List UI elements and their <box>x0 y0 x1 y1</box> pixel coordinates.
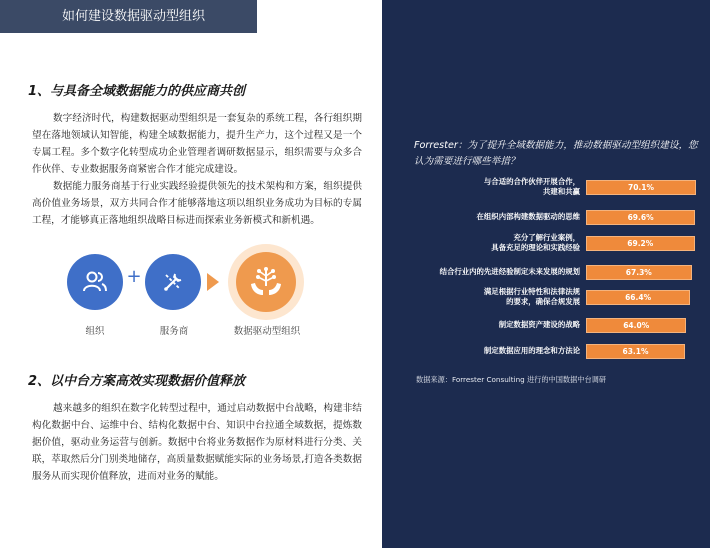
bar-value-label: 70.1% <box>627 183 655 192</box>
bar-row <box>410 316 700 340</box>
organization-label: 组织 <box>85 326 105 337</box>
bar-row <box>410 342 700 366</box>
bar-value-label: 69.6% <box>627 213 654 222</box>
organization-circle <box>67 254 123 310</box>
bar-category-label <box>410 346 580 356</box>
plus-sign: + <box>126 266 142 287</box>
bar-category-label <box>410 320 580 330</box>
bar-category-label-line: 具备充足的理论和实践经验 <box>491 243 580 252</box>
tools-icon <box>161 270 185 294</box>
bar-category-label-line: 与合适的合作伙伴开展合作， <box>483 177 580 186</box>
survey-question: Forrester：为了提升全域数据能力，推动数据驱动型组织建设，您认为需要进行哪些举措？ <box>414 140 698 167</box>
bar-value-label: 63.1% <box>622 347 649 356</box>
service-provider-circle <box>145 254 201 310</box>
bar <box>586 344 685 359</box>
bar-category-label <box>410 212 580 222</box>
bar-category-label-line: 结合行业内的先进经验制定未来发展的规划 <box>439 267 580 276</box>
partnership-diagram <box>0 240 380 340</box>
section-1-title: 1、与具备全域数据能力的供应商共创 <box>28 84 246 99</box>
bar-row <box>410 234 700 258</box>
bar <box>586 318 686 333</box>
bar-category-label-line: 共建和共赢 <box>543 187 580 196</box>
bar-category-label-line: 的要求，确保合规发展 <box>506 297 580 306</box>
bar-value-label: 66.4% <box>625 293 652 302</box>
data-source-note: 数据来源：Forrester Consulting 进行的中国数据中台调研 <box>416 375 607 384</box>
section-1-paragraph-1: 数字经济时代，构建数据驱动型组织是一套复杂的系统工程，各行组织期望在落地领域认知智能，构建全域数据能力，提升生产力，这个过程又是一个专属工程。多个数字化转型成功企业管理者调研数据显示，组织需要与众多合作伙伴、专业数据服务商紧密合作才能完成建设。 <box>32 113 362 175</box>
bar <box>586 180 696 195</box>
service-provider-label: 服务商 <box>159 326 189 337</box>
bar-row <box>410 263 700 287</box>
section-2-title: 2、以中台方案高效实现数据价值释放 <box>28 374 246 389</box>
bar-row <box>410 208 700 232</box>
section-2-paragraph: 越来越多的组织在数字化转型过程中，通过启动数据中台战略，构建非结构化数据中台、运维中台、结构化数据中台、知识中台拉通全域数据，提炼数据价值，驱动业务运营与创新。数据中台将业务数据作为原材料进行分类、关联，萃取然后分门别类地储存，高质量数据赋能实际的业务场景,打造各类数据服务从而实现价值释放，进而对业务的赋能。 <box>32 403 362 482</box>
arrow-right-icon <box>207 273 219 291</box>
users-icon <box>82 270 108 294</box>
bar-category-label-line: 在组织内部构建数据驱动的思维 <box>476 212 580 221</box>
bar-value-label: 67.3% <box>625 268 652 277</box>
bar-category-label <box>410 233 580 253</box>
bar-category-label <box>410 177 580 197</box>
data-driven-org-inner <box>236 252 296 312</box>
bar-category-label-line: 满足根据行业特性和法律法规 <box>483 287 580 296</box>
bar-value-label: 64.0% <box>623 321 650 330</box>
bar-row <box>410 178 700 202</box>
bar <box>586 236 695 251</box>
bar <box>586 210 695 225</box>
bar-category-label <box>410 287 580 307</box>
hands-tree-icon <box>246 262 286 302</box>
bar <box>586 290 690 305</box>
data-driven-org-circle <box>228 244 304 320</box>
bar-category-label <box>410 267 580 277</box>
data-driven-org-label: 数据驱动型组织 <box>233 326 301 337</box>
right-page <box>382 0 710 548</box>
bar-category-label-line: 制定数据应用的理念和方法论 <box>483 346 580 355</box>
bar-category-label-line: 制定数据资产建设的战略 <box>498 320 580 329</box>
page-header-title: 如何建设数据驱动型组织 <box>0 0 257 33</box>
section-1-paragraph-2: 数据能力服务商基于行业实践经验提供领先的技术架构和方案，组织提供高价值业务场景，双方共同合作才能够落地这项以组织业务成功为目标的专属工程，才能够真正落地组织战略目标进而探索业务新模式和新机遇。 <box>32 181 362 226</box>
bar-value-label: 69.2% <box>627 239 654 248</box>
bar <box>586 265 692 280</box>
bar-row <box>410 288 700 312</box>
bar-category-label-line: 充分了解行业案例， <box>513 233 580 242</box>
